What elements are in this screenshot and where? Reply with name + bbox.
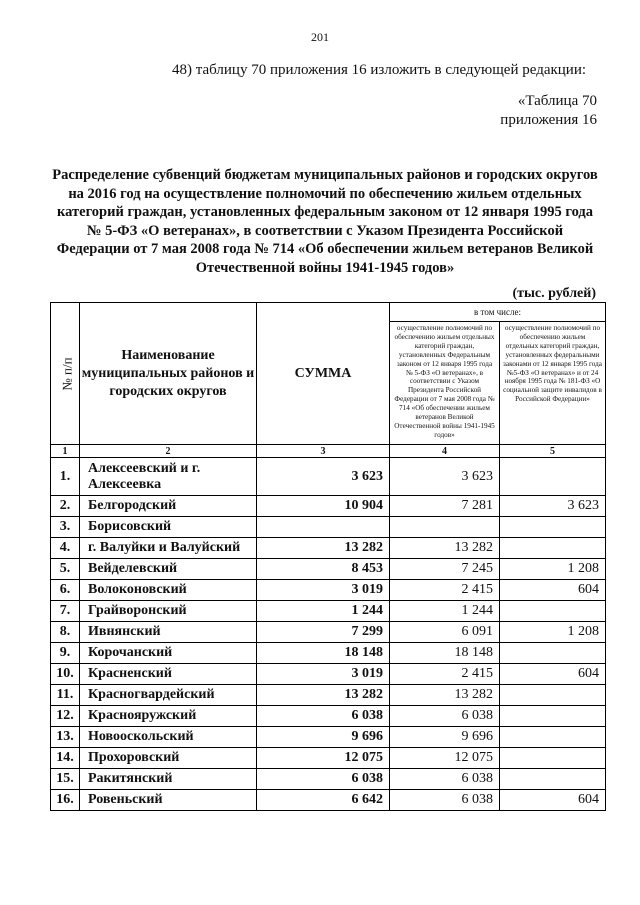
disabled-amount-cell: 3 623	[500, 496, 606, 517]
district-name-cell: Ракитянский	[80, 769, 257, 790]
sum-cell: 3 019	[257, 664, 390, 685]
table-row	[51, 685, 606, 706]
table-row	[51, 664, 606, 685]
table-reference-line2: приложения 16	[500, 112, 597, 128]
row-number-cell: 10.	[51, 664, 80, 685]
sum-cell	[257, 517, 390, 538]
district-name-cell: Новооскольский	[80, 727, 257, 748]
sum-cell: 6 642	[257, 790, 390, 811]
subsidy-table	[50, 302, 606, 811]
table-row	[51, 622, 606, 643]
row-number-cell: 15.	[51, 769, 80, 790]
table-row	[51, 643, 606, 664]
row-number-cell: 9.	[51, 643, 80, 664]
row-number-cell: 3.	[51, 517, 80, 538]
column-index: 4	[390, 445, 500, 458]
disabled-amount-cell	[500, 458, 606, 496]
row-number-cell: 16.	[51, 790, 80, 811]
header-number: № п/п	[51, 303, 80, 445]
district-name-cell: Корочанский	[80, 643, 257, 664]
veterans-amount-cell: 7 245	[390, 559, 500, 580]
column-index: 3	[257, 445, 390, 458]
district-name-cell: Прохоровский	[80, 748, 257, 769]
disabled-amount-cell	[500, 769, 606, 790]
table-row	[51, 580, 606, 601]
veterans-amount-cell: 7 281	[390, 496, 500, 517]
header-including: в том числе:	[390, 303, 606, 322]
disabled-amount-cell	[500, 727, 606, 748]
district-name-cell: Краснояружский	[80, 706, 257, 727]
veterans-amount-cell: 6 091	[390, 622, 500, 643]
table-row	[51, 601, 606, 622]
veterans-amount-cell: 6 038	[390, 790, 500, 811]
page-number: 201	[311, 30, 329, 44]
table-row	[51, 748, 606, 769]
column-index: 1	[51, 445, 80, 458]
table-row	[51, 496, 606, 517]
district-name-cell: Борисовский	[80, 517, 257, 538]
veterans-amount-cell: 1 244	[390, 601, 500, 622]
district-name-cell: Ивнянский	[80, 622, 257, 643]
disabled-amount-cell: 604	[500, 580, 606, 601]
veterans-amount-cell: 13 282	[390, 685, 500, 706]
disabled-amount-cell	[500, 517, 606, 538]
veterans-amount-cell: 6 038	[390, 706, 500, 727]
sum-cell: 6 038	[257, 706, 390, 727]
veterans-amount-cell: 6 038	[390, 769, 500, 790]
header-name: Наименование муниципальных районов и городских округов	[80, 303, 257, 445]
header-col4: осуществление полномочий по обеспечению жильем отдельных категорий граждан, установленных Федеральным законом от 12 января 1995 года № 5-ФЗ «О ветеранах», в соответствии с Указом Президента Российской Федерации от 7 мая 2008 года № 714 «Об обеспечении жильем ветеранов Великой Отечественной войны 1941-1945 годов»	[390, 322, 500, 445]
table-reference	[500, 92, 597, 130]
row-number-cell: 1.	[51, 458, 80, 496]
sum-cell: 3 019	[257, 580, 390, 601]
sum-cell: 1 244	[257, 601, 390, 622]
table-row	[51, 458, 606, 496]
row-number-cell: 6.	[51, 580, 80, 601]
disabled-amount-cell: 604	[500, 664, 606, 685]
table-row	[51, 727, 606, 748]
sum-cell: 6 038	[257, 769, 390, 790]
disabled-amount-cell: 604	[500, 790, 606, 811]
row-number-cell: 11.	[51, 685, 80, 706]
document-title: Распределение субвенций бюджетам муниципальных районов и городских округов на 2016 год на осуществление полномочий по обеспечению жильем отдельных категорий граждан, установленных федеральным законом от 12 января 1995 года № 5-ФЗ «О ветеранах», в соответствии с Указом Президента Российской Федерации от 7 мая 2008 года № 714 «Об обеспечении жильем ветеранов Великой Отечественной войны 1941-1945 годов»	[52, 167, 598, 276]
sum-cell: 10 904	[257, 496, 390, 517]
sum-cell: 7 299	[257, 622, 390, 643]
veterans-amount-cell: 12 075	[390, 748, 500, 769]
sum-cell: 9 696	[257, 727, 390, 748]
district-name-cell: Волоконовский	[80, 580, 257, 601]
district-name-cell: Белгородский	[80, 496, 257, 517]
intro-paragraph: 48) таблицу 70 приложения 16 изложить в следующей редакции:	[172, 62, 587, 78]
table-row	[51, 790, 606, 811]
disabled-amount-cell	[500, 601, 606, 622]
veterans-amount-cell: 13 282	[390, 538, 500, 559]
veterans-amount-cell: 3 623	[390, 458, 500, 496]
disabled-amount-cell	[500, 685, 606, 706]
row-number-cell: 2.	[51, 496, 80, 517]
sum-cell: 13 282	[257, 538, 390, 559]
table-row	[51, 769, 606, 790]
sum-cell: 8 453	[257, 559, 390, 580]
table-row	[51, 538, 606, 559]
veterans-amount-cell: 2 415	[390, 664, 500, 685]
district-name-cell: г. Валуйки и Валуйский	[80, 538, 257, 559]
table-body	[51, 445, 606, 811]
disabled-amount-cell	[500, 706, 606, 727]
table-row	[51, 706, 606, 727]
disabled-amount-cell	[500, 538, 606, 559]
district-name-cell: Алексеевский и г. Алексеевка	[80, 458, 257, 496]
sum-cell: 12 075	[257, 748, 390, 769]
disabled-amount-cell	[500, 643, 606, 664]
veterans-amount-cell: 9 696	[390, 727, 500, 748]
row-number-cell: 4.	[51, 538, 80, 559]
unit-label: (тыс. рублей)	[512, 286, 596, 301]
sum-cell: 18 148	[257, 643, 390, 664]
veterans-amount-cell: 2 415	[390, 580, 500, 601]
district-name-cell: Красненский	[80, 664, 257, 685]
table-row	[51, 559, 606, 580]
column-index: 2	[80, 445, 257, 458]
sum-cell: 3 623	[257, 458, 390, 496]
header-sum: СУММА	[257, 303, 390, 445]
row-number-cell: 13.	[51, 727, 80, 748]
row-number-cell: 14.	[51, 748, 80, 769]
column-index-row	[51, 445, 606, 458]
row-number-cell: 5.	[51, 559, 80, 580]
veterans-amount-cell	[390, 517, 500, 538]
row-number-cell: 7.	[51, 601, 80, 622]
table-row	[51, 517, 606, 538]
disabled-amount-cell: 1 208	[500, 559, 606, 580]
row-number-cell: 12.	[51, 706, 80, 727]
district-name-cell: Красногвардейский	[80, 685, 257, 706]
veterans-amount-cell: 18 148	[390, 643, 500, 664]
district-name-cell: Грайворонский	[80, 601, 257, 622]
district-name-cell: Ровеньский	[80, 790, 257, 811]
disabled-amount-cell: 1 208	[500, 622, 606, 643]
table-reference-line1: «Таблица 70	[517, 93, 597, 109]
column-index: 5	[500, 445, 606, 458]
sum-cell: 13 282	[257, 685, 390, 706]
district-name-cell: Вейделевский	[80, 559, 257, 580]
disabled-amount-cell	[500, 748, 606, 769]
row-number-cell: 8.	[51, 622, 80, 643]
header-col5: осуществление полномочий по обеспечению жильем отдельных категорий граждан, установленных федеральными законами от 12 января 1995 года №5-ФЗ «О ветеранах» и от 24 ноября 1995 года № 181-ФЗ «О социальной защите инвалидов в Российской Федерации»	[500, 322, 606, 445]
